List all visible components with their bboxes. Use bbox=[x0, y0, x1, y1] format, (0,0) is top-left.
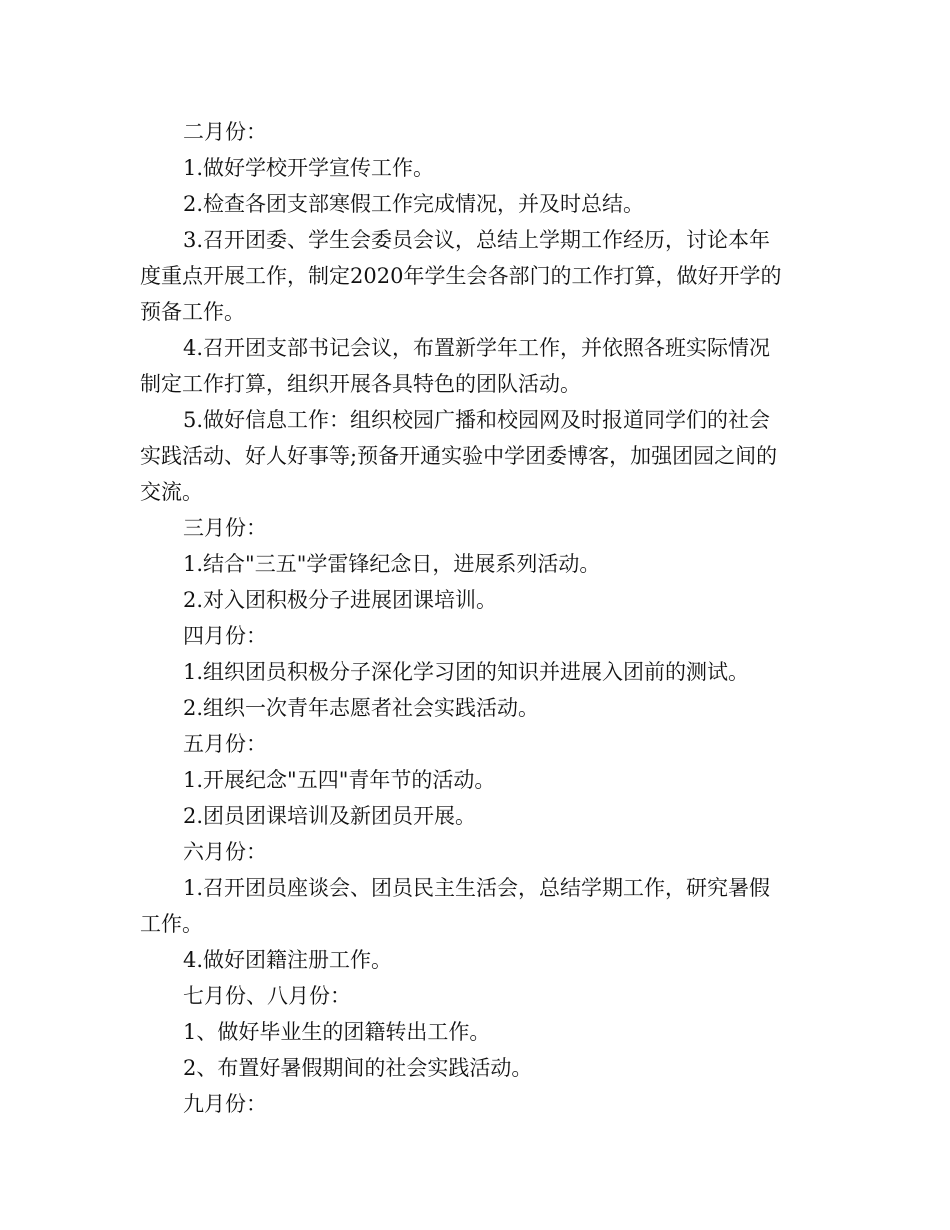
paragraph-line: 2、布置好暑假期间的社会实践活动。 bbox=[183, 1056, 533, 1080]
paragraph-line: 工作。 bbox=[140, 912, 203, 936]
paragraph bbox=[140, 762, 812, 798]
paragraph-line: 5.做好信息工作：组织校园广播和校园网及时报道同学们的社会 bbox=[183, 408, 771, 432]
paragraph-line: 4.召开团支部书记会议，布置新学年工作，并依照各班实际情况 bbox=[183, 336, 771, 360]
paragraph-line: 制定工作打算，组织开展各具特色的团队活动。 bbox=[140, 372, 581, 396]
paragraph-line: 1.召开团员座谈会、团员民主生活会，总结学期工作，研究暑假 bbox=[183, 876, 771, 900]
paragraph bbox=[140, 870, 812, 942]
paragraph bbox=[140, 150, 812, 186]
paragraph bbox=[140, 798, 812, 834]
paragraph bbox=[140, 1014, 812, 1050]
paragraph-line: 1.做好学校开学宣传工作。 bbox=[183, 156, 435, 180]
paragraph-line: 2.组织一次青年志愿者社会实践活动。 bbox=[183, 696, 540, 720]
section-heading: 二月份： bbox=[183, 120, 267, 144]
section-heading: 五月份： bbox=[183, 732, 267, 756]
paragraph-line: 3.召开团委、学生会委员会议，总结上学期工作经历，讨论本年 bbox=[183, 228, 771, 252]
paragraph-line: 预备工作。 bbox=[140, 300, 245, 324]
paragraph bbox=[140, 402, 812, 510]
paragraph-line: 交流。 bbox=[140, 480, 203, 504]
paragraph bbox=[140, 186, 812, 222]
paragraph bbox=[140, 582, 812, 618]
paragraph-line: 2.团员团课培训及新团员开展。 bbox=[183, 804, 477, 828]
paragraph-line: 1.组织团员积极分子深化学习团的知识并进展入团前的测试。 bbox=[183, 660, 750, 684]
paragraph bbox=[140, 654, 812, 690]
paragraph bbox=[140, 1050, 812, 1086]
section-heading: 七月份、八月份： bbox=[183, 984, 351, 1008]
paragraph-line: 1、做好毕业生的团籍转出工作。 bbox=[183, 1020, 491, 1044]
paragraph bbox=[140, 546, 812, 582]
section-heading: 六月份： bbox=[183, 840, 267, 864]
paragraph-line: 度重点开展工作，制定2020年学生会各部门的工作打算，做好开学的 bbox=[140, 264, 782, 288]
section-heading: 三月份： bbox=[183, 516, 267, 540]
paragraph bbox=[140, 942, 812, 978]
paragraph-line: 1.开展纪念"五四"青年节的活动。 bbox=[183, 768, 496, 792]
paragraph bbox=[140, 690, 812, 726]
paragraph bbox=[140, 330, 812, 402]
paragraph-line: 1.结合"三五"学雷锋纪念日，进展系列活动。 bbox=[183, 552, 601, 576]
paragraph-line: 实践活动、好人好事等;预备开通实验中学团委博客，加强团园之间的 bbox=[140, 444, 778, 468]
section-heading: 四月份： bbox=[183, 624, 267, 648]
document-body bbox=[140, 114, 812, 1122]
section-heading: 九月份： bbox=[183, 1092, 267, 1116]
paragraph-line: 4.做好团籍注册工作。 bbox=[183, 948, 393, 972]
paragraph-line: 2.检查各团支部寒假工作完成情况，并及时总结。 bbox=[183, 192, 645, 216]
paragraph-line: 2.对入团积极分子进展团课培训。 bbox=[183, 588, 498, 612]
paragraph bbox=[140, 222, 812, 330]
